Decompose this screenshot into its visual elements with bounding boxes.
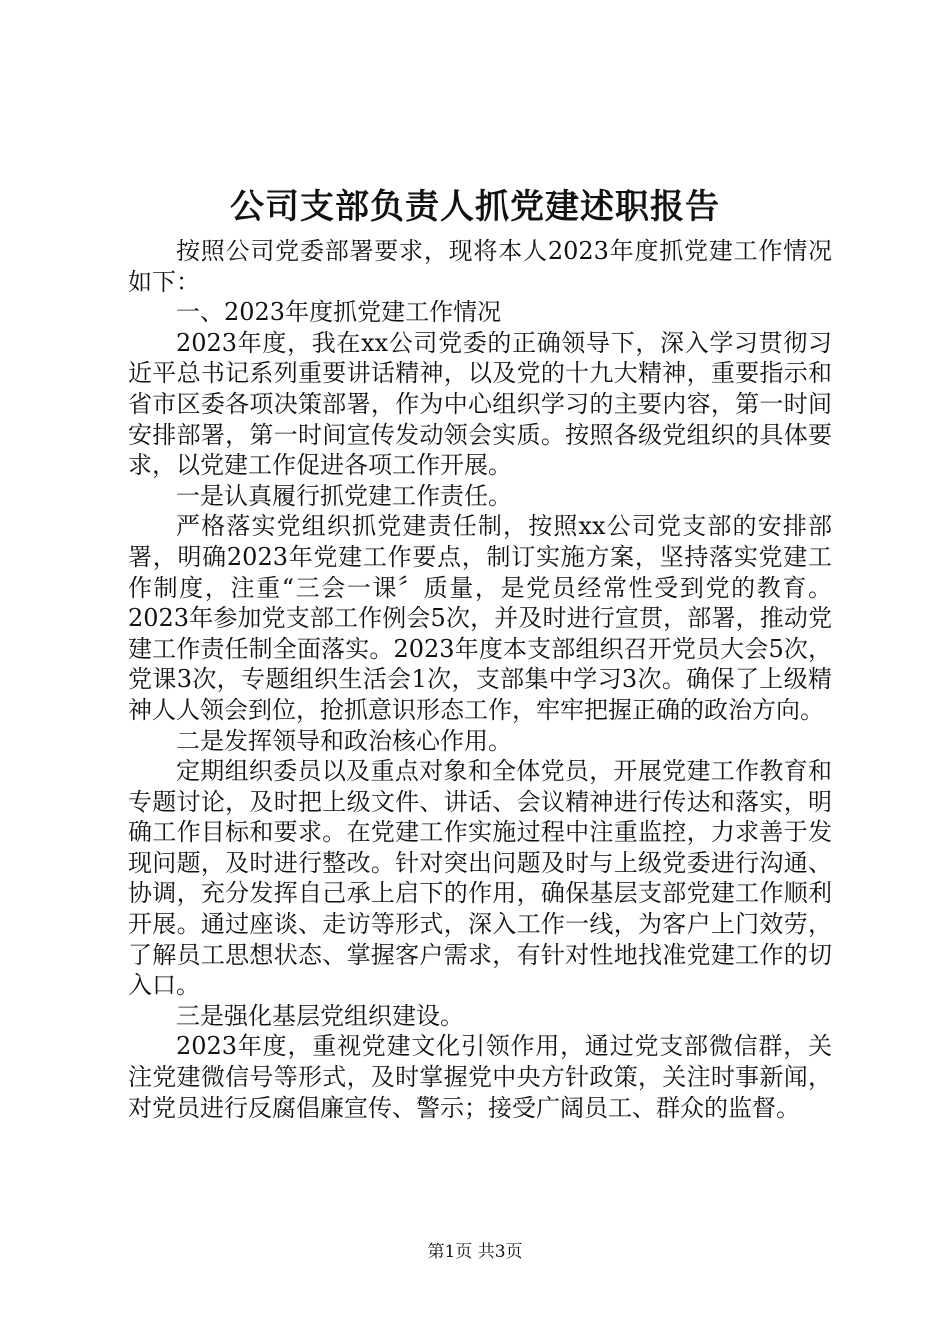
paragraph-responsibility: 严格落实党组织抓党建责任制，按照xx公司党支部的安排部署，明确2023年党建工作要点，制订实施方案，坚持落实党建工作制度，注重“三会一课〞质量，是党员经常性受到党的教育。2023年参加党支部工作例会5次，并及时进行宣贯，部署，推动党建工作责任制全面落实。2023年度本支部组织召开党员大会5次，党课3次，专题组织生活会1次，支部集中学习3次。确保了上级精神人人领会到位，抢抓意识形态工作，牢牢把握正确的政治方向。 bbox=[128, 512, 832, 724]
paragraph-overview: 2023年度，我在xx公司党委的正确领导下，深入学习贯彻习近平总书记系列重要讲话精神，以及党的十九大精神，重要指示和省市区委各项决策部署，作为中心组织学习的主要内容，第一时间安排部署，第一时间宣传发动领会实质。按照各级党组织的具体要求，以党建工作促进各项工作开展。 bbox=[128, 328, 832, 480]
subheading-1: 一是认真履行抓党建工作责任。 bbox=[176, 481, 512, 510]
paragraph-intro: 按照公司党委部署要求，现将本人2023年度抓党建工作情况如下： bbox=[128, 237, 832, 296]
document-body bbox=[128, 236, 832, 1123]
page-number-footer: 第1页 共3页 bbox=[427, 1242, 523, 1262]
paragraph-grassroots: 2023年度，重视党建文化引领作用，通过党支部微信群，关注党建微信号等形式，及时掌握党中央方针政策，关注时事新闻，对党员进行反腐倡廉宣传、警示；接受广阔员工、群众的监督。 bbox=[128, 1032, 832, 1122]
document-title: 公司支部负责人抓党建述职报告 bbox=[230, 187, 720, 227]
subheading-2: 二是发挥领导和政治核心作用。 bbox=[176, 726, 512, 755]
paragraph-leadership: 定期组织委员以及重点对象和全体党员，开展党建工作教育和专题讨论，及时把上级文件、讲话、会议精神进行传达和落实，明确工作目标和要求。在党建工作实施过程中注重监控，力求善于发现问题，及时进行整改。针对突出问题及时与上级党委进行沟通、协调，充分发挥自己承上启下的作用，确保基层支部党建工作顺利开展。通过座谈、走访等形式，深入工作一线，为客户上门效劳，了解员工思想状态、掌握客户需求，有针对性地找准党建工作的切入口。 bbox=[128, 757, 832, 1000]
section-heading-1: 一、2023年度抓党建工作情况 bbox=[176, 298, 502, 327]
subheading-3: 三是强化基层党组织建设。 bbox=[176, 1001, 464, 1030]
